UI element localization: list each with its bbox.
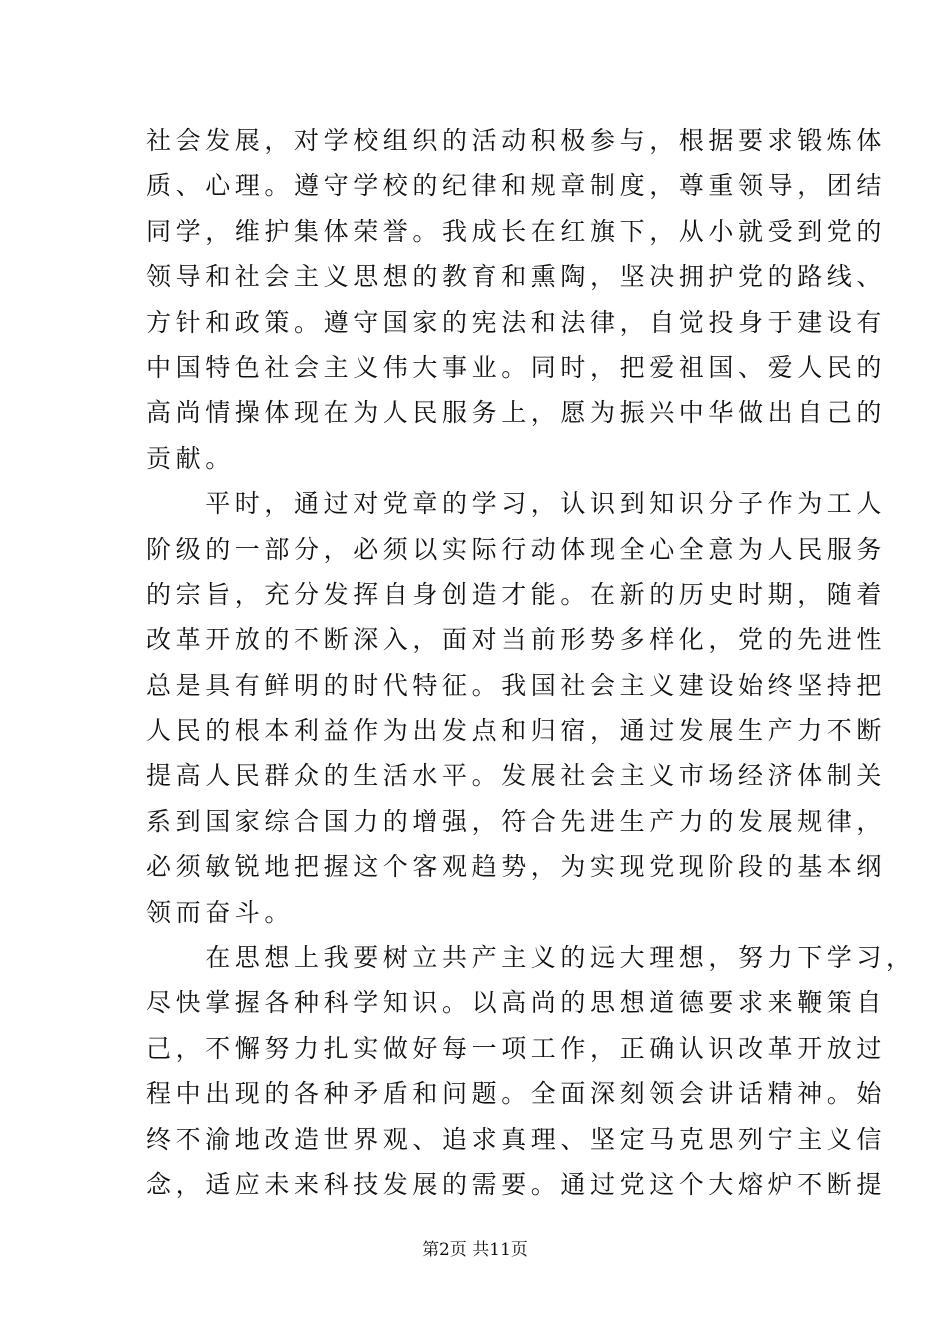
text-line: 终不渝地改造世界观、追求真理、坚定马克思列宁主义信 bbox=[146, 1124, 887, 1154]
text-line: 己，不懈努力扎实做好每一项工作，正确认识改革开放过 bbox=[146, 1033, 887, 1063]
text-line: 平时，通过对党章的学习，认识到知识分子作为工人 bbox=[146, 489, 887, 519]
text-line: 程中出现的各种矛盾和问题。全面深刻领会讲话精神。始 bbox=[146, 1079, 887, 1109]
text-line: 阶级的一部分，必须以实际行动体现全心全意为人民服务 bbox=[146, 534, 887, 564]
text-line: 必须敏锐地把握这个客观趋势，为实现党现阶段的基本纲 bbox=[146, 852, 887, 882]
text-line: 念，适应未来科技发展的需要。通过党这个大熔炉不断提 bbox=[146, 1169, 887, 1199]
text-line: 同学，维护集体荣誉。我成长在红旗下，从小就受到党的 bbox=[146, 216, 887, 246]
text-line: 在思想上我要树立共产主义的远大理想，努力下学习， bbox=[146, 943, 916, 973]
text-line: 提高人民群众的生活水平。发展社会主义市场经济体制关 bbox=[146, 761, 887, 791]
text-line: 系到国家综合国力的增强，符合先进生产力的发展规律， bbox=[146, 806, 887, 836]
text-line: 中国特色社会主义伟大事业。同时，把爱祖国、爱人民的 bbox=[146, 352, 887, 382]
text-line: 高尚情操体现在为人民服务上，愿为振兴中华做出自己的 bbox=[146, 398, 887, 428]
text-line: 社会发展，对学校组织的活动积极参与，根据要求锻炼体 bbox=[146, 126, 887, 155]
body-text bbox=[146, 118, 916, 1207]
text-line: 领而奋斗。 bbox=[146, 897, 295, 927]
text-line: 总是具有鲜明的时代特征。我国社会主义建设始终坚持把 bbox=[146, 670, 887, 700]
text-line: 改革开放的不断深入，面对当前形势多样化，党的先进性 bbox=[146, 625, 887, 655]
text-line: 领导和社会主义思想的教育和熏陶，坚决拥护党的路线、 bbox=[146, 262, 887, 292]
text-line: 尽快掌握各种科学知识。以高尚的思想道德要求来鞭策自 bbox=[146, 988, 887, 1018]
text-line: 人民的根本利益作为出发点和归宿，通过发展生产力不断 bbox=[146, 716, 887, 746]
page-footer: 第2页 共11页 bbox=[422, 1240, 528, 1260]
text-line: 质、心理。遵守学校的纪律和规章制度，尊重领导，团结 bbox=[146, 171, 887, 201]
text-line: 方针和政策。遵守国家的宪法和法律，自觉投身于建设有 bbox=[146, 307, 887, 337]
text-line: 的宗旨，充分发挥自身创造才能。在新的历史时期，随着 bbox=[146, 579, 887, 609]
text-line: 贡献。 bbox=[146, 443, 235, 473]
